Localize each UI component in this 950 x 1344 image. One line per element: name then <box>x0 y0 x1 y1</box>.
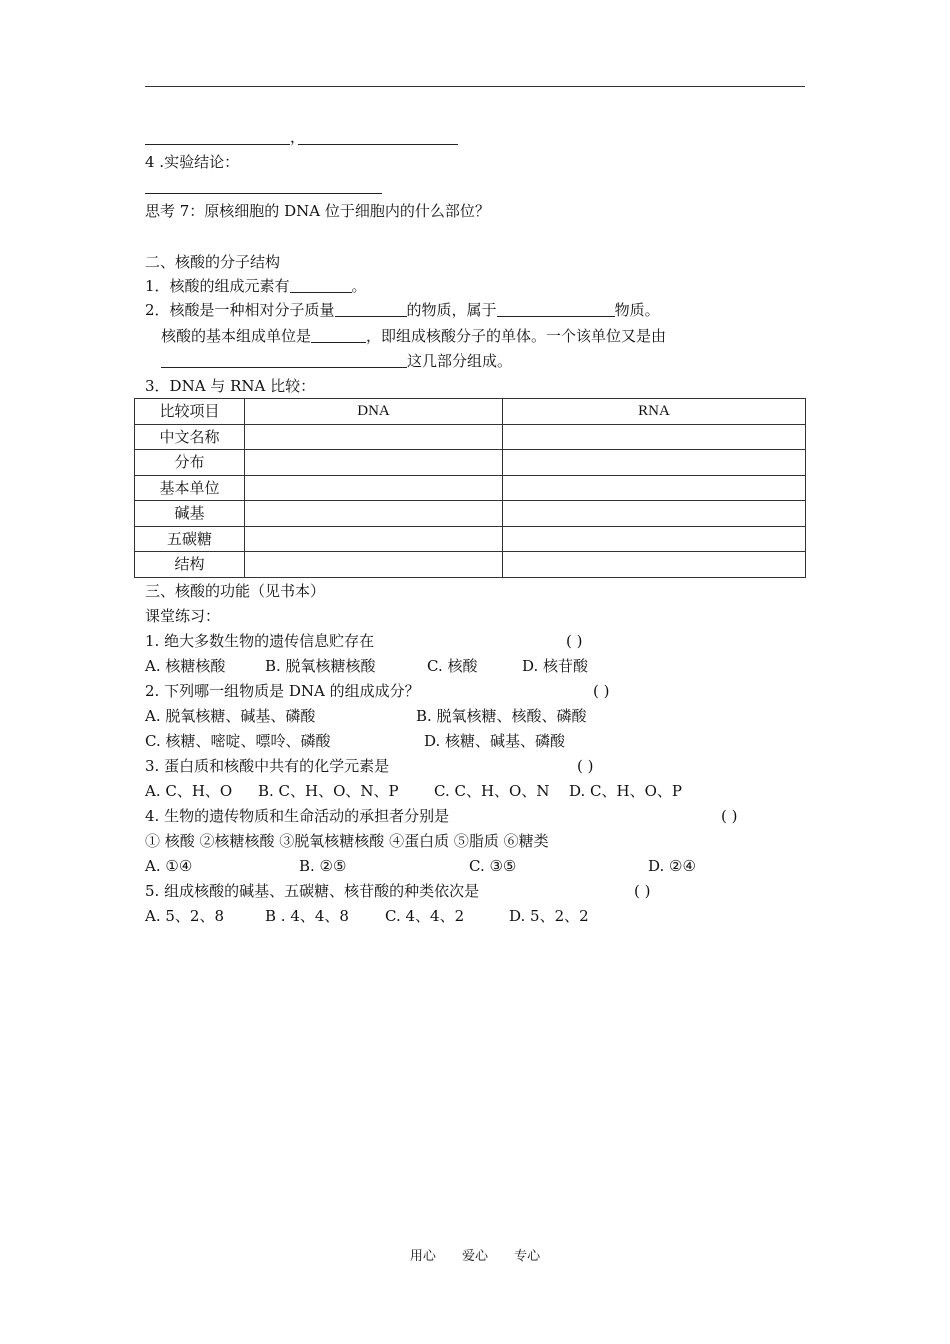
table-header-cell: DNA <box>245 399 503 425</box>
question-4-stem: 4. 生物的遗传物质和生命活动的承担者分别是 <box>145 807 450 825</box>
question-2-option-d: D. 核糖、碱基、磷酸 <box>424 732 566 750</box>
question-1-option-a: A. 核糖核酸 <box>145 657 226 675</box>
question-3-answer-paren: ( ) <box>577 757 594 775</box>
question-4-option-c: C. ③⑤ <box>469 857 517 875</box>
question-5-stem: 5. 组成核酸的碱基、五碳糖、核苷酸的种类依次是 <box>145 882 480 900</box>
question-3-option-c: C. C、H、O、N <box>434 782 550 800</box>
question-5-option-b: B . 4、4、8 <box>265 907 349 925</box>
question-4-items: ① 核酸 ②核糖核酸 ③脱氧核糖核酸 ④蛋白质 ⑤脂质 ⑥糖类 <box>145 832 549 850</box>
question-3-option-b: B. C、H、O、N、P <box>258 782 399 800</box>
table-cell <box>245 552 503 578</box>
section2-q1 <box>145 276 367 296</box>
question-3-stem: 3. 蛋白质和核酸中共有的化学元素是 <box>145 757 390 775</box>
answer-blank <box>335 301 407 317</box>
table-cell <box>503 450 806 476</box>
table-cell <box>503 475 806 501</box>
q2-line2-prefix: 核酸的基本组成单位是 <box>161 327 312 345</box>
question-1-option-c: C. 核酸 <box>427 657 478 675</box>
question-2-option-a: A. 脱氧核糖、碱基、磷酸 <box>145 707 316 725</box>
row-label: 碱基 <box>135 501 245 527</box>
question-5-answer-paren: ( ) <box>634 882 651 900</box>
question-2-stem: 2. 下列哪一组物质是 DNA 的组成成分？ <box>145 682 420 700</box>
table-row <box>135 552 806 578</box>
question-4-option-a: A. ①④ <box>145 857 193 875</box>
answer-blank <box>145 193 382 194</box>
question-1-option-d: D. 核苷酸 <box>522 657 589 675</box>
question-1-stem: 1. 绝大多数生物的遗传信息贮存在 <box>145 632 375 650</box>
q1-prefix: 1．核酸的组成元素有 <box>145 277 290 295</box>
row-label: 分布 <box>135 450 245 476</box>
table-cell <box>245 501 503 527</box>
table-cell <box>245 450 503 476</box>
header-rule <box>145 86 805 87</box>
section3-heading: 三、核酸的功能（见书本） <box>145 582 326 600</box>
answer-blank <box>161 352 407 368</box>
q2-suffix: 物质。 <box>614 301 660 319</box>
section2-q3: 3．DNA 与 RNA 比较： <box>145 377 316 395</box>
question-5-option-c: C. 4、4、2 <box>385 907 465 925</box>
section2-q2-line2 <box>161 326 666 346</box>
section2-heading: 二、核酸的分子结构 <box>145 253 281 271</box>
table-cell <box>503 424 806 450</box>
question-2-option-c: C. 核糖、嘧啶、嘌呤、磷酸 <box>145 732 331 750</box>
question-5-option-a: A. 5、2、8 <box>145 907 224 925</box>
question-3-option-a: A. C、H、O <box>145 782 233 800</box>
table-cell <box>245 526 503 552</box>
table-header-cell: RNA <box>503 399 806 425</box>
table-row <box>135 526 806 552</box>
q2-line3-suffix: 这几部分组成。 <box>407 352 513 370</box>
row-label: 基本单位 <box>135 475 245 501</box>
answer-blank <box>290 277 352 293</box>
question-1-answer-paren: ( ) <box>566 632 583 650</box>
row-label: 五碳糖 <box>135 526 245 552</box>
q2-line2-suffix: ，即组成核酸分子的单体。一个该单位又是由 <box>366 327 667 345</box>
item4-label: 4 .实验结论： <box>145 153 240 171</box>
row-label: 中文名称 <box>135 424 245 450</box>
question-2-option-b: B. 脱氧核糖、核酸、磷酸 <box>416 707 587 725</box>
q2-prefix: 2．核酸是一种相对分子质量 <box>145 301 335 319</box>
footer-text: 用心 <box>409 1249 436 1264</box>
table-cell <box>503 526 806 552</box>
question-4-answer-paren: ( ) <box>721 807 738 825</box>
blank-comma: ， <box>290 128 306 146</box>
question-5-option-d: D. 5、2、2 <box>509 907 589 925</box>
table-cell <box>245 475 503 501</box>
practice-label: 课堂练习： <box>145 607 221 625</box>
question-3-option-d: D. C、H、O、P <box>569 782 682 800</box>
q1-suffix: 。 <box>351 277 367 295</box>
section2-q2 <box>145 300 660 320</box>
table-row <box>135 475 806 501</box>
table-row <box>135 424 806 450</box>
question-2-answer-paren: ( ) <box>593 682 610 700</box>
row-label: 结构 <box>135 552 245 578</box>
table-cell <box>245 424 503 450</box>
question-4-option-d: D. ②④ <box>648 857 696 875</box>
table-header-cell: 比较项目 <box>135 399 245 425</box>
section2-q2-line3 <box>161 351 512 371</box>
table-row <box>135 450 806 476</box>
table-cell <box>503 552 806 578</box>
table-row <box>135 501 806 527</box>
q2-mid: 的物质，属于 <box>406 301 497 319</box>
table-header-row <box>135 399 806 425</box>
answer-blank <box>311 327 366 343</box>
footer-text: 爱心 <box>461 1249 488 1264</box>
footer-text: 专心 <box>514 1249 541 1264</box>
page-footer <box>0 1248 950 1266</box>
dna-rna-comparison-table <box>134 398 806 578</box>
answer-blank <box>145 144 290 145</box>
table-cell <box>503 501 806 527</box>
answer-blank <box>298 144 458 145</box>
question-4-option-b: B. ②⑤ <box>299 857 347 875</box>
question-1-option-b: B. 脱氧核糖核酸 <box>265 657 376 675</box>
answer-blank <box>497 301 615 317</box>
think7-question: 思考 7：原核细胞的 DNA 位于细胞内的什么部位？ <box>145 202 490 220</box>
